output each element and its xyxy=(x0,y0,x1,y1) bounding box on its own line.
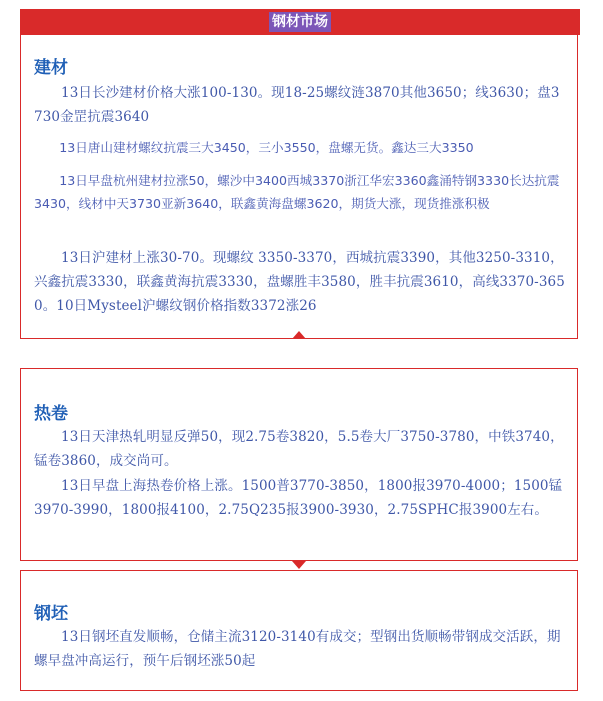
section-billet xyxy=(20,570,578,691)
paragraph: 13日天津热轧明显反弹50，现2.75卷3820，5.5卷大厂3750-3780，中铁3740，锰卷3860，成交尚可。 xyxy=(34,429,564,469)
banner-title: 钢材市场 xyxy=(269,12,331,32)
arrow-down-icon xyxy=(292,561,306,569)
paragraph: 13日长沙建材价格大涨100-130。现18-25螺纹涟3870其他3650；线3630；盘3730金罡抗震3640 xyxy=(34,85,560,125)
paragraph: 13日沪建材上涨30-70。现螺纹 3350-3370，西城抗震3390，其他3250-3310，兴鑫抗震3330，联鑫黄海抗震3330，盘螺胜丰3580，胜丰抗震3610，高线3370-3650。10日Mysteel沪螺纹钢价格指数3372涨26 xyxy=(34,250,565,314)
paragraph: 13日早盘杭州建材拉涨50，螺沙中3400西城3370浙江华宏3360鑫涌特钢3330长达抗震3430，线材中天3730亚新3640，联鑫黄海盘螺3620，期货大涨，现货推涨积极 xyxy=(34,173,560,211)
paragraph: 13日钢坯直发顺畅，仓储主流3120-3140有成交；型钢出货顺畅带钢成交活跃，期螺早盘冲高运行，预午后钢坯涨50起 xyxy=(34,629,561,669)
section-building-materials xyxy=(20,35,578,339)
paragraph: 13日唐山建材螺纹抗震三大3450，三小3550，盘螺无货。鑫达三大3350 xyxy=(59,140,474,155)
market-banner xyxy=(20,9,580,35)
section-hot-coil xyxy=(20,368,578,561)
section-title: 热卷 xyxy=(34,404,68,424)
arrow-up-icon xyxy=(292,331,306,339)
section-title: 建材 xyxy=(34,58,68,78)
paragraph: 13日早盘上海热卷价格上涨。1500普3770-3850，1800报3970-4000；1500锰3970-3990，1800报4100，2.75Q235报3900-3930，2.75SPHC报3900左右。 xyxy=(34,478,563,518)
section-title: 钢坯 xyxy=(34,604,68,624)
